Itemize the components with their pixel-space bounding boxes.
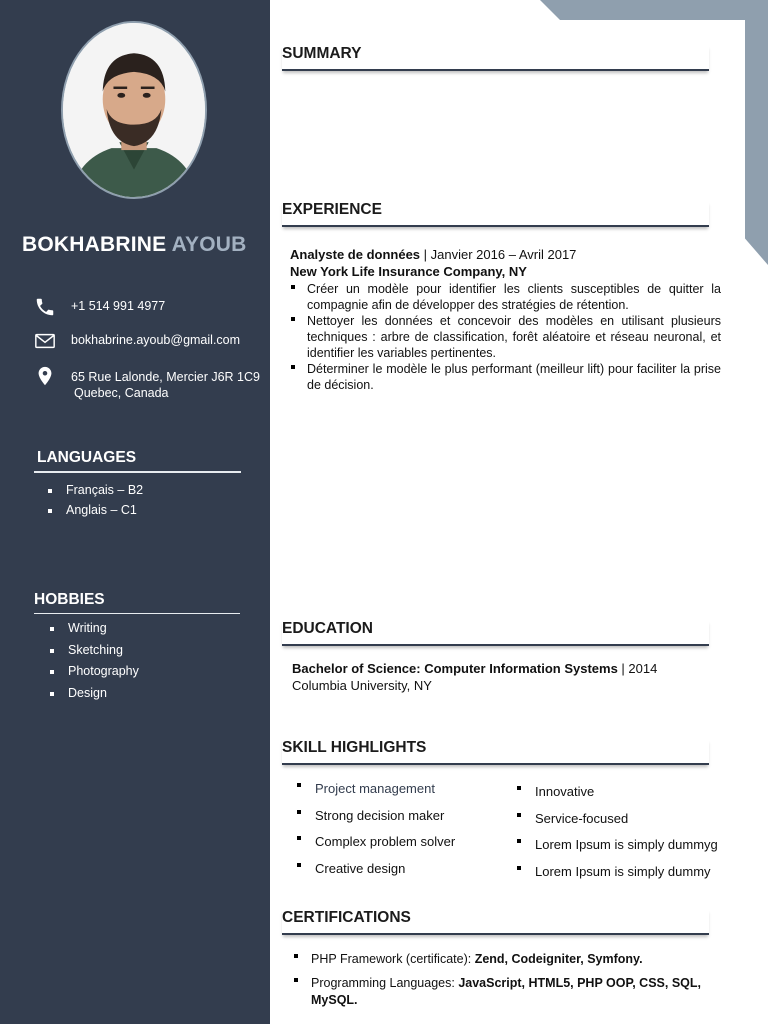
school-name: Columbia University, NY [292, 678, 432, 693]
experience-entry [290, 247, 721, 393]
decorative-top-band [540, 0, 768, 20]
phone-icon [34, 296, 56, 318]
list-item: Anglais – C1 [48, 503, 143, 523]
list-item: Déterminer le modèle le plus performant (meilleur lift) pour faciliter la prise de décision. [290, 361, 721, 393]
graduation-year: 2014 [628, 661, 658, 676]
cert-prefix: Programming Languages: [311, 976, 459, 990]
list-item: Lorem Ipsum is simply dummyg [516, 837, 718, 864]
list-item: Complex problem solver [296, 834, 455, 861]
list-item: Design [50, 686, 139, 708]
contact-email [34, 330, 240, 352]
degree: Bachelor of Science: Computer Information Systems [292, 661, 618, 676]
address-line-1: 65 Rue Lalonde, Mercier J6R 1C9 [71, 370, 260, 384]
list-item: Créer un modèle pour identifier les clients susceptibles de quitter la compagnie afin de développer des stratégies de rétention. [290, 281, 721, 313]
profile-photo [61, 21, 207, 199]
skills-left-list [296, 781, 455, 887]
list-item: Nettoyer les données et concevoir des modèles en utilisant plusieurs techniques : arbre de classification, forêt aléatoire et réseau neuronal, et identifier les variables pertinentes. [290, 313, 721, 361]
phone-number[interactable]: +1 514 991 4977 [71, 299, 166, 313]
education-heading: EDUCATION [282, 620, 709, 646]
company-name: New York Life Insurance Company, NY [290, 264, 527, 279]
email-address[interactable]: bokhabrine.ayoub@gmail.com [71, 333, 241, 347]
envelope-icon [34, 330, 56, 352]
list-item: Lorem Ipsum is simply dummy [516, 864, 718, 891]
summary-heading: SUMMARY [282, 45, 709, 71]
hobbies-heading: HOBBIES [34, 591, 240, 614]
list-item: Service-focused [516, 811, 718, 838]
location-pin-icon [34, 365, 56, 387]
list-item: Writing [50, 621, 139, 643]
list-item: Strong decision maker [296, 808, 455, 835]
list-item [293, 975, 713, 1009]
job-line [290, 247, 721, 262]
list-item: Français – B2 [48, 483, 143, 503]
list-item: Photography [50, 664, 139, 686]
certifications-heading: CERTIFICATIONS [282, 909, 709, 935]
cert-value: Zend, Codeigniter, Symfony. [474, 952, 643, 966]
languages-heading: LANGUAGES [34, 449, 241, 473]
contact-phone [34, 296, 165, 318]
education-entry [292, 661, 712, 693]
list-item: Project management [296, 781, 455, 808]
separator: | [420, 247, 431, 262]
job-title: Analyste de données [290, 247, 421, 262]
certifications-list [293, 951, 713, 1016]
contact-address [34, 365, 260, 401]
skills-right-list [516, 784, 718, 890]
last-name: AYOUB [171, 233, 247, 256]
languages-list [48, 483, 143, 523]
degree-line [292, 661, 712, 676]
list-item: Creative design [296, 861, 455, 888]
hobbies-list [50, 621, 139, 707]
address-line-2: Quebec, Canada [74, 386, 169, 400]
list-item [293, 951, 713, 968]
skills-heading: SKILL HIGHLIGHTS [282, 739, 709, 765]
first-name: BOKHABRINE [22, 233, 167, 256]
separator: | [617, 661, 629, 676]
cert-value: JavaScript, HTML5, PHP OOP, CSS, SQL, MySQL. [311, 976, 701, 1007]
candidate-name [22, 233, 247, 257]
list-item: Sketching [50, 643, 139, 665]
list-item: Innovative [516, 784, 718, 811]
cert-prefix: PHP Framework (certificate): [311, 952, 475, 966]
job-dates: Janvier 2016 – Avril 2017 [430, 247, 577, 262]
decorative-right-band [745, 0, 768, 265]
experience-heading: EXPERIENCE [282, 201, 709, 227]
experience-bullets [290, 281, 721, 393]
